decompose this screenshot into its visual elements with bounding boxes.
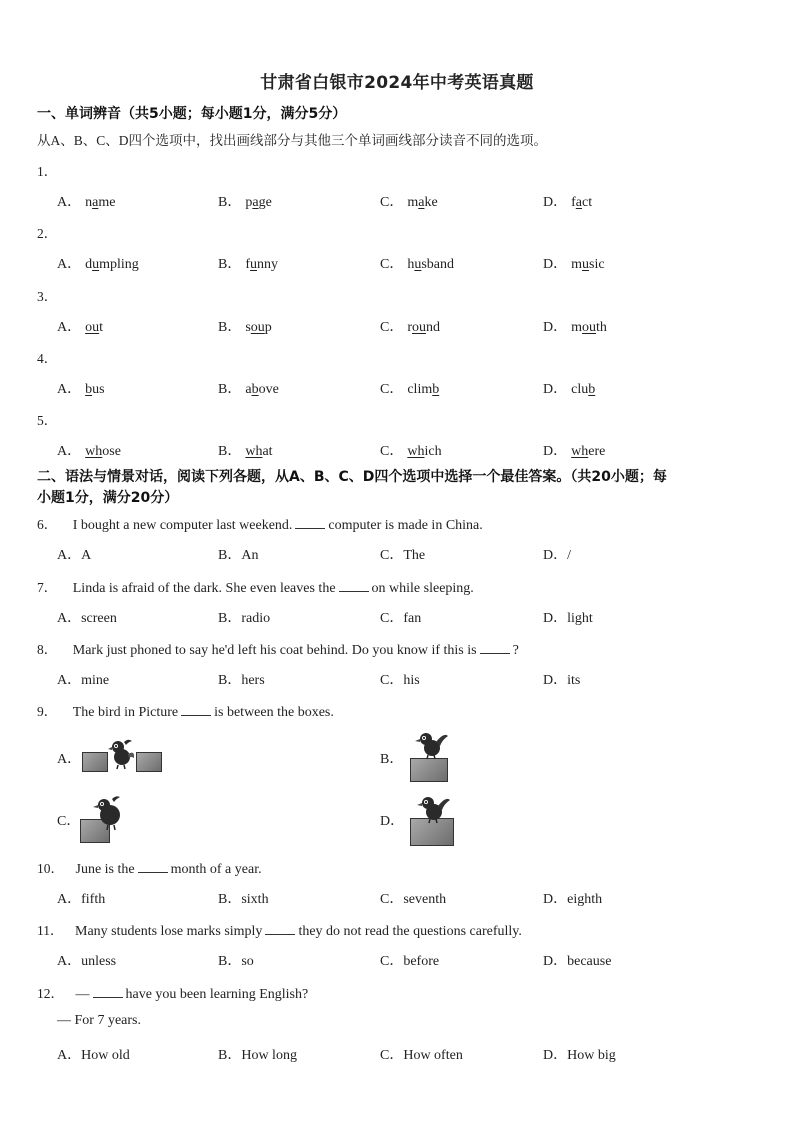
question-text-start: I bought a new computer last weekend.	[72, 518, 293, 533]
word-part: sband	[421, 257, 455, 273]
bird-icon	[414, 728, 450, 760]
question-text-end: computer is made in China.	[328, 518, 483, 533]
option-d[interactable]: D．How big	[543, 1048, 616, 1063]
question-number: 10．	[37, 861, 64, 876]
question-text-end: month of a year.	[170, 862, 262, 877]
option-letter: A．	[57, 195, 82, 210]
word-part: a	[245, 381, 252, 397]
box	[410, 758, 448, 782]
option-letter: A．	[57, 257, 82, 273]
option-b[interactable]	[218, 440, 273, 460]
underlined-letters: u	[250, 257, 258, 273]
word-part: t	[99, 319, 104, 335]
underlined-letters: b	[85, 381, 93, 397]
box-left	[82, 752, 108, 772]
word-part: ke	[424, 195, 438, 210]
option-c[interactable]: C．The	[380, 548, 426, 563]
word-part: sic	[589, 257, 605, 273]
underlined-letters: u	[92, 257, 100, 273]
question-number: 9．	[37, 704, 58, 719]
option-d[interactable]: D．because	[543, 954, 612, 969]
option-b[interactable]	[218, 378, 279, 398]
option-d[interactable]: D．light	[543, 611, 593, 626]
section-1-instruction: 从A、B、C、D四个选项中，找出画线部分与其他三个单词画线部分读音不同的选项。	[37, 133, 548, 148]
option-a[interactable]: A．fifth	[57, 892, 106, 907]
option-c[interactable]: C．his	[380, 673, 420, 688]
word-part: p	[245, 195, 253, 210]
option-a[interactable]	[57, 378, 105, 398]
question-number: 8．	[37, 642, 58, 657]
option-c[interactable]	[380, 191, 438, 211]
option-d[interactable]	[543, 440, 605, 460]
question-12	[37, 982, 308, 1003]
bird-icon	[108, 738, 136, 770]
section-2-heading-line1: 二、语法与情景对话，阅读下列各题，从A、B、C、D四个选项中选择一个最佳答案。（共20小题；每	[37, 469, 667, 485]
option-c[interactable]: C．seventh	[380, 892, 447, 907]
option-a[interactable]: A．	[57, 752, 82, 767]
word-part: m	[407, 195, 419, 210]
option-b[interactable]: B．sixth	[218, 892, 269, 907]
underlined-letters: a	[92, 195, 99, 210]
option-c[interactable]	[380, 440, 442, 460]
option-a[interactable]: A．How old	[57, 1048, 130, 1063]
answer-blank	[339, 590, 369, 592]
option-d[interactable]	[543, 378, 595, 398]
underlined-letters: a	[575, 195, 583, 210]
option-a[interactable]	[57, 440, 121, 460]
word-part: ct	[582, 195, 593, 210]
option-letter: B．	[218, 195, 242, 210]
option-letter: A．	[57, 444, 82, 460]
underlined-letters: ou	[582, 319, 597, 335]
word-part: p	[264, 319, 272, 335]
option-letter: C．	[380, 257, 404, 273]
question-number: 2．	[37, 226, 58, 242]
word-part: me	[98, 195, 116, 210]
option-letter: A．	[57, 319, 82, 335]
option-letter: B．	[218, 257, 242, 273]
question-number: 12．	[37, 986, 64, 1001]
option-c[interactable]: C．before	[380, 954, 440, 969]
question-text-start: June is the	[75, 862, 135, 877]
word-part: n	[85, 195, 93, 210]
question-text-end: they do not read the questions carefully.	[298, 924, 522, 939]
option-a[interactable]: A．unless	[57, 954, 117, 969]
word-part: clu	[571, 381, 589, 397]
question-text-end: have you been learning English?	[125, 987, 309, 1002]
word-part: ge	[258, 195, 272, 210]
word-part: h	[407, 257, 415, 273]
dialogue-dash: —	[75, 987, 90, 1002]
question-text-start: Linda is afraid of the dark. She even leaves the	[72, 581, 336, 596]
picture-d[interactable]	[404, 792, 456, 848]
question-number: 5．	[37, 413, 58, 429]
option-letter: D．	[543, 381, 568, 397]
option-letter: B．	[218, 319, 242, 335]
word-part: m	[571, 257, 583, 273]
option-letter: D．	[543, 444, 568, 460]
option-a[interactable]: A．mine	[57, 673, 110, 688]
question-9	[37, 700, 334, 721]
bird-icon	[92, 795, 126, 831]
word-part: ose	[102, 444, 121, 460]
underlined-letters: wh	[245, 444, 263, 460]
picture-c[interactable]	[80, 795, 130, 845]
question-10	[37, 857, 262, 878]
question-number: 3．	[37, 288, 58, 304]
section-1-heading: 一、单词辨音（共5小题；每小题1分，满分5分）	[37, 106, 347, 122]
question-text-start: Many students lose marks simply	[75, 924, 263, 939]
answer-blank	[93, 996, 123, 998]
word-part: nd	[426, 319, 441, 335]
answer-blank	[138, 871, 168, 873]
option-b[interactable]: B．	[380, 752, 404, 767]
option-c[interactable]	[380, 253, 454, 273]
word-part: s	[245, 319, 251, 335]
option-b[interactable]	[218, 316, 272, 336]
underlined-letters: b	[432, 381, 440, 397]
answer-blank	[181, 714, 211, 716]
box-right	[136, 752, 162, 772]
option-b[interactable]: B．radio	[218, 611, 271, 626]
option-b[interactable]: B．An	[218, 548, 259, 563]
option-letter: C．	[380, 195, 404, 210]
question-text-start: Mark just phoned to say he'd left his coat behind. Do you know if this is	[72, 643, 477, 658]
picture-a[interactable]	[80, 734, 164, 774]
word-part: at	[262, 444, 273, 460]
word-part: ere	[588, 444, 606, 460]
option-d[interactable]	[543, 316, 607, 336]
section-2-heading-line2: 小题1分，满分20分）	[37, 490, 179, 506]
option-c[interactable]	[380, 316, 440, 336]
underlined-letters: wh	[571, 444, 589, 460]
option-a[interactable]	[57, 253, 139, 273]
option-letter: A．	[57, 381, 82, 397]
option-b[interactable]: B．so	[218, 954, 254, 969]
word-part: d	[85, 257, 93, 273]
question-text-end: on while sleeping.	[371, 581, 474, 596]
underlined-letters: b	[251, 381, 259, 397]
option-b[interactable]: B．How long	[218, 1048, 297, 1063]
question-8	[37, 638, 519, 659]
option-a[interactable]	[57, 191, 115, 211]
underlined-letters: u	[582, 257, 590, 273]
option-d[interactable]: D．	[380, 814, 405, 829]
underlined-letters: b	[588, 381, 596, 397]
option-letter: C．	[380, 381, 404, 397]
word-part: f	[571, 195, 576, 210]
option-d[interactable]	[543, 253, 605, 273]
option-d[interactable]: D．its	[543, 673, 581, 688]
answer-blank	[295, 527, 325, 529]
word-part: mpling	[99, 257, 139, 273]
page-title: 甘肃省白银市2024年中考英语真题	[260, 73, 534, 93]
option-a[interactable]: A．screen	[57, 611, 117, 626]
word-part: f	[245, 257, 251, 273]
option-a[interactable]	[57, 316, 103, 336]
option-c[interactable]: C．	[57, 814, 81, 829]
word-part: us	[92, 381, 105, 397]
question-text-end: ?	[512, 643, 519, 658]
option-c[interactable]: C．fan	[380, 611, 422, 626]
question-number: 11．	[37, 923, 64, 938]
option-d[interactable]: D．/	[543, 548, 571, 563]
underlined-letters: ou	[250, 319, 265, 335]
word-part: clim	[407, 381, 433, 397]
option-letter: D．	[543, 319, 568, 335]
underlined-letters: wh	[85, 444, 103, 460]
question-7	[37, 576, 474, 597]
underlined-letters: ou	[85, 319, 100, 335]
question-11	[37, 919, 522, 940]
dialogue-reply: — For 7 years.	[57, 1013, 141, 1028]
answer-blank	[265, 933, 295, 935]
question-text-start: The bird in Picture	[72, 705, 179, 720]
underlined-letters: a	[252, 195, 259, 210]
option-b[interactable]	[218, 253, 278, 273]
question-text-end: is between the boxes.	[214, 705, 334, 720]
underlined-letters: ou	[412, 319, 427, 335]
bird-icon	[416, 792, 452, 824]
option-letter: B．	[218, 381, 242, 397]
word-part: r	[407, 319, 413, 335]
option-d[interactable]: D．eighth	[543, 892, 603, 907]
option-letter: B．	[218, 444, 242, 460]
word-part: ove	[258, 381, 279, 397]
option-letter: D．	[543, 257, 568, 273]
word-part: m	[571, 319, 583, 335]
option-letter: C．	[380, 319, 404, 335]
word-part: ich	[424, 444, 442, 460]
option-d[interactable]	[543, 191, 592, 211]
question-number: 1．	[37, 164, 58, 179]
question-number: 6．	[37, 517, 58, 532]
word-part: th	[596, 319, 607, 335]
word-part: nny	[257, 257, 279, 273]
underlined-letters: a	[418, 195, 425, 210]
option-b[interactable]: B．hers	[218, 673, 265, 688]
option-c[interactable]: C．How often	[380, 1048, 463, 1063]
option-letter: C．	[380, 444, 404, 460]
underlined-letters: wh	[407, 444, 425, 460]
option-a[interactable]: A．A	[57, 548, 92, 563]
underlined-letters: u	[414, 257, 422, 273]
question-6	[37, 513, 483, 534]
question-number: 4．	[37, 350, 58, 366]
picture-b[interactable]	[404, 728, 454, 784]
option-b[interactable]	[218, 191, 272, 211]
answer-blank	[480, 652, 510, 654]
question-number: 7．	[37, 580, 58, 595]
option-c[interactable]	[380, 378, 439, 398]
option-letter: D．	[543, 195, 568, 210]
